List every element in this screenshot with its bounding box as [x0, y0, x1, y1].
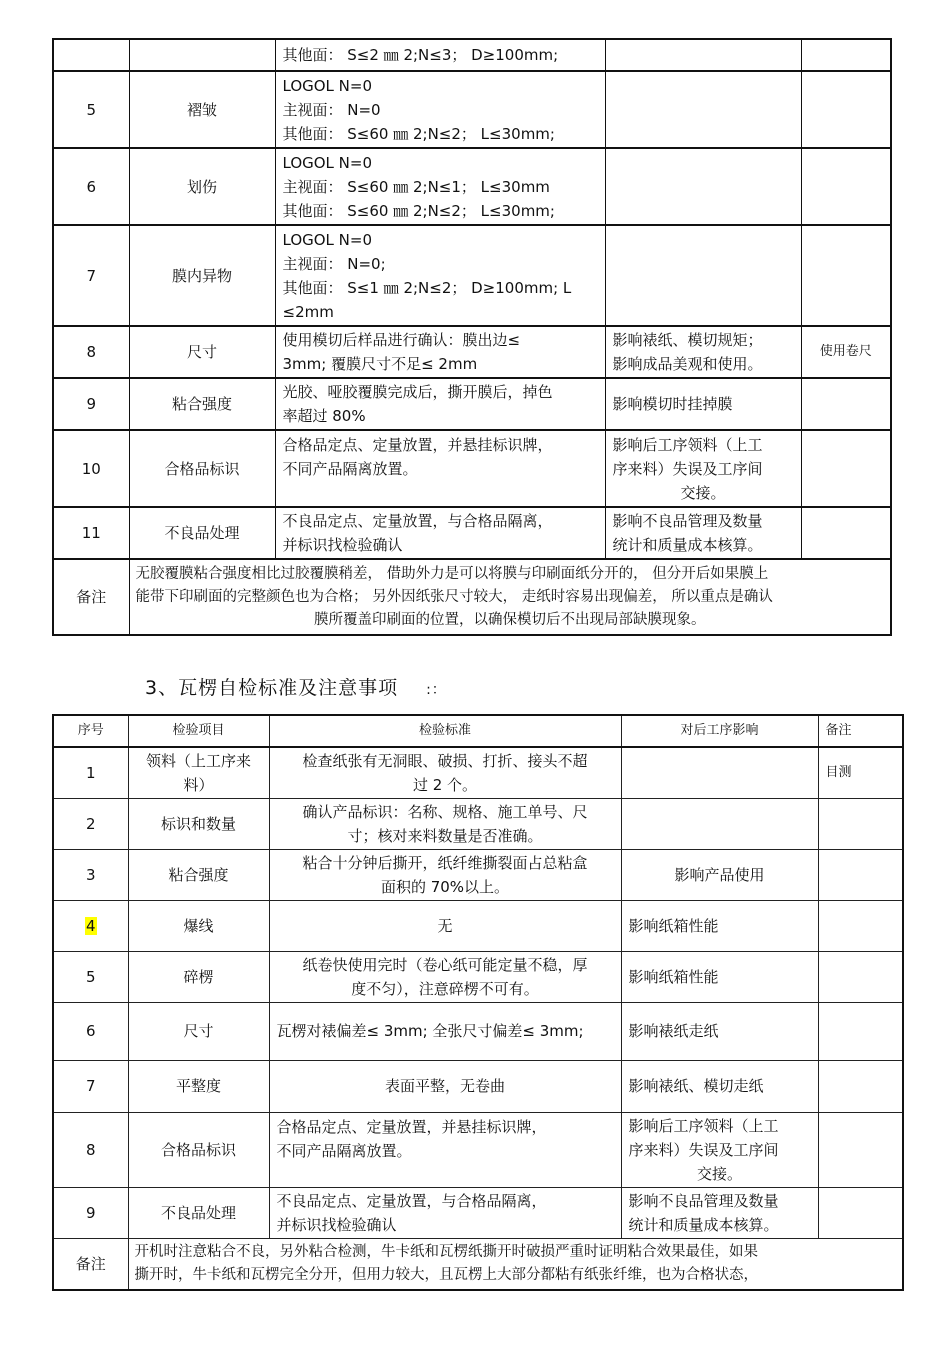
row-number: 10 [53, 430, 129, 507]
inspection-item: 平整度 [128, 1060, 269, 1112]
downstream-impact [621, 1187, 818, 1238]
standard-line: 寸；核对来料数量是否准确。 [347, 826, 543, 845]
header-no: 序号 [53, 715, 128, 747]
standard-line: 不同产品隔离放置。 [282, 460, 418, 478]
inspection-standard [269, 1112, 621, 1187]
note-line: 开机时注意粘合不良，另外粘合检测，牛卡纸和瓦楞纸撕开时破损严重时证明粘合效果最佳，如果 [134, 1243, 758, 1260]
downstream-impact [605, 39, 801, 71]
standard-line: LOGOL N=0 [282, 230, 373, 249]
inspection-standard [275, 225, 605, 326]
impact-line: 统计和质量成本核算。 [628, 1215, 779, 1234]
standard-line: 其他面： S≤60 ㎜ 2;N≤2； L≤30mm; [282, 124, 555, 143]
row-remark [818, 1187, 903, 1238]
inspection-item: 合格品标识 [129, 430, 275, 507]
table-row [53, 430, 891, 507]
standard-line: 不同产品隔离放置。 [276, 1141, 412, 1160]
downstream-impact: 影响产品使用 [621, 849, 818, 900]
inspection-item: 粘合强度 [128, 849, 269, 900]
row-number [53, 39, 129, 71]
row-remark [801, 39, 891, 71]
row-number [53, 900, 128, 951]
inspection-standard [269, 1187, 621, 1238]
table-row [53, 900, 903, 951]
inspection-standard [275, 71, 605, 148]
standard-line: LOGOL N=0 [282, 153, 373, 172]
standard-line: 纸卷快使用完时（卷心纸可能定量不稳，厚 [302, 955, 588, 974]
downstream-impact [605, 507, 801, 559]
note-label: 备注 [53, 559, 129, 635]
impact-line: 交接。 [696, 1164, 742, 1183]
note-label: 备注 [53, 1238, 128, 1290]
table-row [53, 507, 891, 559]
impact-line: 影响不良品管理及数量 [612, 512, 763, 530]
standard-line: 率超过 80% [282, 407, 366, 425]
downstream-impact [605, 326, 801, 378]
inspection-standard: 瓦楞对裱偏差≤ 3mm; 全张尺寸偏差≤ 3mm; [269, 1002, 621, 1060]
table-header-row [53, 715, 903, 747]
standard-line: 其他面： S≤1 ㎜ 2;N≤2； D≥100mm; L [282, 278, 572, 297]
standard-line: 其他面： S≤60 ㎜ 2;N≤2； L≤30mm; [282, 201, 555, 220]
downstream-impact [605, 430, 801, 507]
section-heading [145, 673, 447, 700]
row-remark [801, 507, 891, 559]
standard-line: 不良品定点、定量放置，与合格品隔离， [276, 1191, 547, 1210]
row-remark [801, 225, 891, 326]
inspection-item: 划伤 [129, 148, 275, 225]
downstream-impact: 影响纸箱性能 [621, 900, 818, 951]
inspection-item: 标识和数量 [128, 798, 269, 849]
downstream-impact: 影响裱纸、模切走纸 [621, 1060, 818, 1112]
inspection-standard [275, 39, 605, 71]
highlighted-number: 4 [85, 916, 96, 935]
inspection-standard [275, 507, 605, 559]
header-item: 检验项目 [128, 715, 269, 747]
row-remark [801, 430, 891, 507]
note-line: 无胶覆膜粘合强度相比过胶覆膜稍差， 借助外力是可以将膜与印刷面纸分开的， 但分开后如果膜上 [135, 565, 769, 582]
row-number: 8 [53, 1112, 128, 1187]
row-remark: 目测 [818, 747, 903, 798]
table-row [53, 1187, 903, 1238]
table-row [53, 378, 891, 430]
header-standard: 检验标准 [269, 715, 621, 747]
standard-line: LOGOL N=0 [282, 76, 373, 95]
inspection-standard [269, 849, 621, 900]
table-row [53, 148, 891, 225]
note-line: 能带下印刷面的完整颜色也为合格； 另外因纸张尺寸较大， 走纸时容易出现偏差， 所以重点是确认 [135, 588, 773, 605]
table-row [53, 1002, 903, 1060]
standard-line: 主视面： S≤60 ㎜ 2;N≤1； L≤30mm [282, 177, 550, 196]
standard-line: 度不匀），注意碎楞不可有。 [351, 979, 539, 998]
inspection-item [129, 39, 275, 71]
row-number: 7 [53, 1060, 128, 1112]
table-row [53, 225, 891, 326]
row-remark [818, 1060, 903, 1112]
standard-line: 确认产品标识：名称、规格、施工单号、尺 [302, 802, 588, 821]
inspection-item: 合格品标识 [128, 1112, 269, 1187]
item-line: 料） [183, 775, 214, 794]
impact-line: 影响成品美观和使用。 [612, 355, 763, 373]
row-number: 11 [53, 507, 129, 559]
standard-line: ≤2mm [282, 302, 334, 321]
inspection-standard [275, 326, 605, 378]
note-text [128, 1238, 903, 1290]
header-remark: 备注 [818, 715, 903, 747]
inspection-standard [275, 430, 605, 507]
table-row [53, 798, 903, 849]
inspection-item: 尺寸 [129, 326, 275, 378]
inspection-item: 褶皱 [129, 71, 275, 148]
row-remark [818, 900, 903, 951]
inspection-item: 尺寸 [128, 1002, 269, 1060]
downstream-impact [621, 747, 818, 798]
inspection-standard [275, 148, 605, 225]
standard-line: 主视面： N=0 [282, 100, 381, 119]
standard-line: 检查纸张有无洞眼、破损、打折、接头不超 [302, 751, 588, 770]
row-number: 9 [53, 1187, 128, 1238]
inspection-standard [275, 378, 605, 430]
row-remark [801, 378, 891, 430]
inspection-standard: 无 [269, 900, 621, 951]
standard-line: 粘合十分钟后撕开，纸纤维撕裂面占总粘盒 [302, 853, 588, 872]
standard-line: 过 2 个。 [412, 775, 478, 794]
impact-line: 影响后工序领料（上工 [612, 435, 763, 454]
row-number: 3 [53, 849, 128, 900]
row-number: 7 [53, 225, 129, 326]
standard-line: 3mm; 覆膜尺寸不足≤ 2mm [282, 355, 478, 373]
header-impact: 对后工序影响 [621, 715, 818, 747]
inspection-item: 爆线 [128, 900, 269, 951]
row-remark [818, 798, 903, 849]
inspection-item: 不良品处理 [129, 507, 275, 559]
inspection-standard [269, 951, 621, 1002]
table-row [53, 849, 903, 900]
downstream-impact [605, 148, 801, 225]
inspection-standard [269, 798, 621, 849]
standard-line: 合格品定点、定量放置，并悬挂标识牌， [282, 436, 553, 454]
inspection-item: 膜内异物 [129, 225, 275, 326]
downstream-impact [621, 1112, 818, 1187]
note-row [53, 559, 891, 635]
standard-line: 光胶、哑胶覆膜完成后，撕开膜后，掉色 [282, 383, 553, 401]
standard-line: 并标识找检验确认 [276, 1215, 397, 1234]
row-remark [818, 1002, 903, 1060]
row-remark [818, 1112, 903, 1187]
note-line: 撕开时，牛卡纸和瓦楞完全分开，但用力较大，且瓦楞上大部分都粘有纸张纤维，也为合格状态， [134, 1266, 758, 1283]
table-row [53, 747, 903, 798]
standard-line: 并标识找检验确认 [282, 536, 403, 554]
downstream-impact: 影响纸箱性能 [621, 951, 818, 1002]
impact-line: 统计和质量成本核算。 [612, 536, 763, 554]
row-number: 9 [53, 378, 129, 430]
note-row [53, 1238, 903, 1290]
row-number: 5 [53, 71, 129, 148]
inspection-standard: 表面平整，无卷曲 [269, 1060, 621, 1112]
table-row [53, 326, 891, 378]
standard-line: 主视面： N=0; [282, 254, 386, 273]
standard-line: 不良品定点、定量放置，与合格品隔离， [282, 512, 553, 530]
inspection-item: 不良品处理 [128, 1187, 269, 1238]
row-number: 1 [53, 747, 128, 798]
item-line: 领料（上工序来 [145, 751, 251, 770]
row-remark [801, 148, 891, 225]
row-remark: 使用卷尺 [801, 326, 891, 378]
row-remark [801, 71, 891, 148]
row-number: 8 [53, 326, 129, 378]
inspection-item: 粘合强度 [129, 378, 275, 430]
standard-line: 面积的 70%以上。 [380, 877, 510, 896]
downstream-impact [605, 378, 801, 430]
table-row [53, 39, 891, 71]
impact-line: 影响后工序领料（上工 [628, 1116, 779, 1135]
row-number: 6 [53, 1002, 128, 1060]
table-row [53, 1060, 903, 1112]
impact-line: 交接。 [680, 483, 726, 502]
downstream-impact [621, 798, 818, 849]
row-remark [818, 849, 903, 900]
corrugated-inspection-table [52, 714, 904, 1291]
impact-line: 序来料）失误及工序间 [628, 1140, 779, 1159]
downstream-impact [605, 225, 801, 326]
section-title-suffix: :： [426, 682, 447, 698]
note-line: 膜所覆盖印刷面的位置，以确保模切后不出现局部缺膜现象。 [314, 611, 706, 628]
row-remark [818, 951, 903, 1002]
row-number: 5 [53, 951, 128, 1002]
impact-line: 影响裱纸、模切规矩； [612, 331, 763, 349]
row-number: 6 [53, 148, 129, 225]
standard-line: 合格品定点、定量放置，并悬挂标识牌， [276, 1117, 547, 1136]
downstream-impact [605, 71, 801, 148]
standard-line: 其他面： S≤2 ㎜ 2;N≤3； D≥100mm; [282, 46, 559, 64]
impact-line: 影响不良品管理及数量 [628, 1191, 779, 1210]
impact-line: 序来料）失误及工序间 [612, 459, 763, 478]
inspection-item: 碎楞 [128, 951, 269, 1002]
inspection-standard [269, 747, 621, 798]
table-row [53, 951, 903, 1002]
downstream-impact: 影响裱纸走纸 [621, 1002, 818, 1060]
note-text [129, 559, 891, 635]
standard-line: 使用模切后样品进行确认：膜出边≤ [282, 331, 521, 349]
table-row [53, 71, 891, 148]
section-title: 3、瓦楞自检标准及注意事项 [145, 677, 399, 699]
row-number: 2 [53, 798, 128, 849]
film-inspection-table [52, 38, 892, 636]
table-row [53, 1112, 903, 1187]
impact-line: 影响模切时挂掉膜 [612, 395, 733, 413]
inspection-item [128, 747, 269, 798]
